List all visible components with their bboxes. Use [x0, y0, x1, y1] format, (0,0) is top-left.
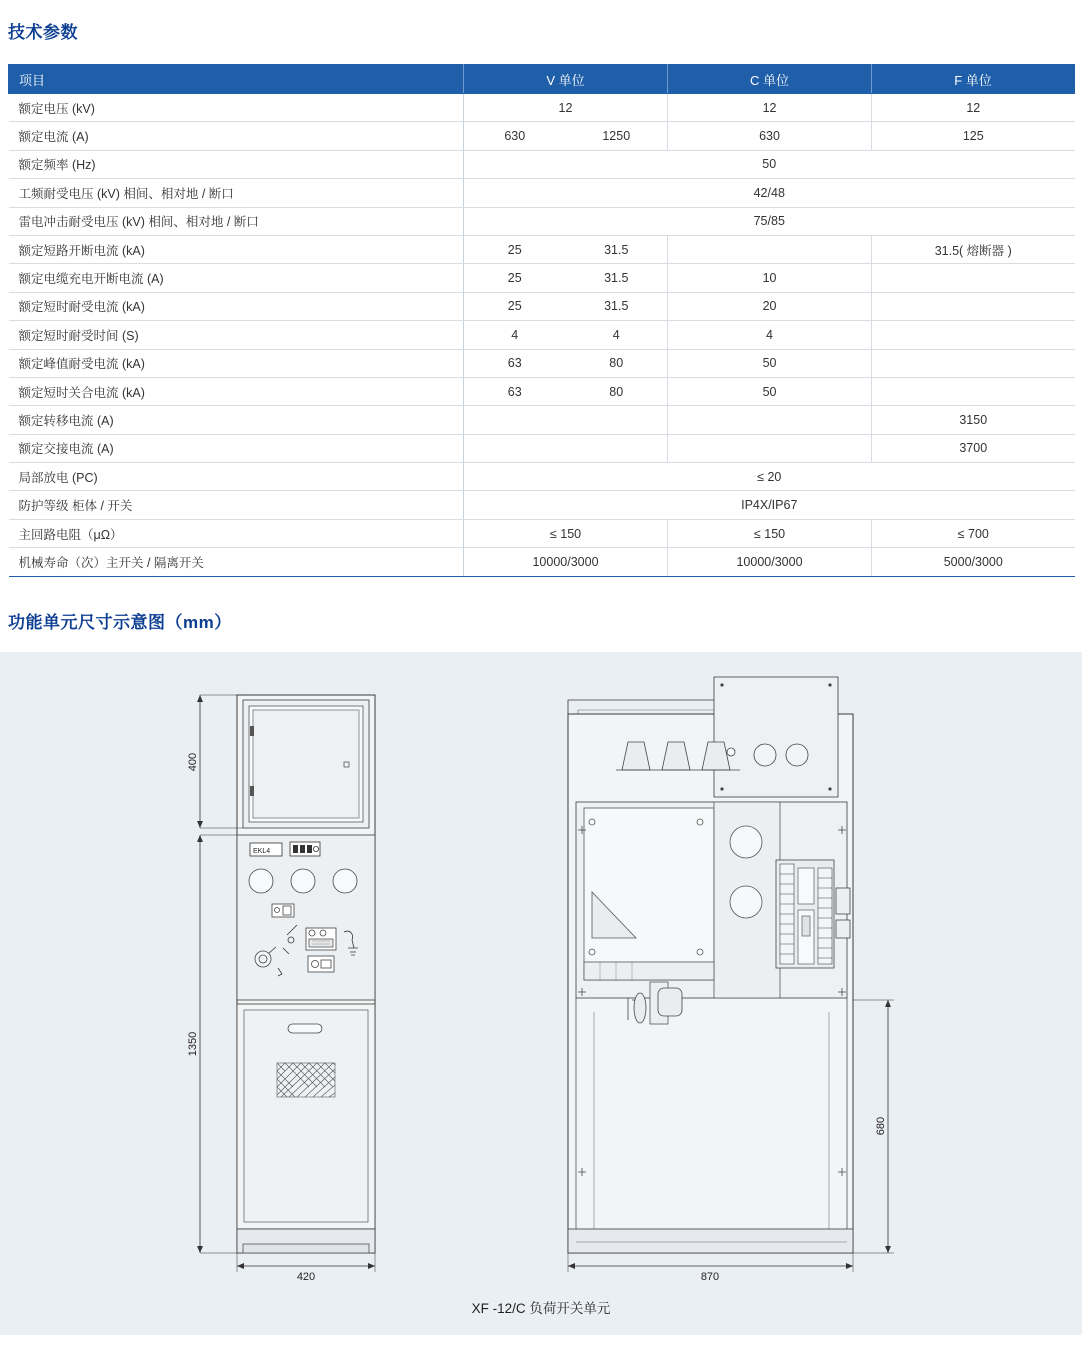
switchgear-drawing [0, 652, 1082, 1335]
cell-c: 10 [668, 264, 872, 292]
table-row [9, 179, 1075, 207]
cell-all: 50 [464, 150, 1075, 178]
row-label: 额定短时关合电流 (kA) [9, 377, 464, 405]
cell-c [668, 235, 872, 263]
cell-f: 125 [872, 122, 1075, 150]
cell-all: 42/48 [464, 179, 1075, 207]
cell-v1 [464, 406, 566, 434]
col-header-f: F 单位 [872, 65, 1075, 94]
dim-420: 420 [296, 1271, 316, 1283]
ekl4-label: EKL4 [253, 848, 271, 855]
table-row [9, 264, 1075, 292]
cell-v: ≤ 150 [464, 519, 668, 547]
cell-f: 5000/3000 [872, 548, 1075, 576]
cell-c: 50 [668, 349, 872, 377]
table-row [9, 94, 1075, 122]
table-header-row [9, 65, 1075, 94]
cell-c: 50 [668, 377, 872, 405]
row-label: 工频耐受电压 (kV) 相间、相对地 / 断口 [9, 179, 464, 207]
cell-f [872, 321, 1075, 349]
table-row [9, 122, 1075, 150]
table-row [9, 377, 1075, 405]
spec-table-wrap [8, 64, 1074, 577]
table-row [9, 207, 1075, 235]
cell-c: ≤ 150 [668, 519, 872, 547]
col-header-v: V 单位 [464, 65, 668, 94]
row-label: 额定电压 (kV) [9, 94, 464, 122]
cell-f: ≤ 700 [872, 519, 1075, 547]
cell-v1: 630 [464, 122, 566, 150]
cell-v1 [464, 434, 566, 462]
cell-all: ≤ 20 [464, 463, 1075, 491]
cell-v2: 31.5 [566, 264, 668, 292]
tech-parameters-title: 技术参数 [8, 23, 78, 42]
row-label: 额定短路开断电流 (kA) [9, 235, 464, 263]
cell-v2: 1250 [566, 122, 668, 150]
cell-f: 12 [872, 94, 1075, 122]
table-row [9, 235, 1075, 263]
cell-f [872, 264, 1075, 292]
row-label: 额定电缆充电开断电流 (A) [9, 264, 464, 292]
row-label: 防护等级 柜体 / 开关 [9, 491, 464, 519]
cell-v1: 4 [464, 321, 566, 349]
row-label: 额定转移电流 (A) [9, 406, 464, 434]
row-label: 额定峰值耐受电流 (kA) [9, 349, 464, 377]
cell-v2: 31.5 [566, 235, 668, 263]
col-header-c: C 单位 [668, 65, 872, 94]
cell-v2 [566, 406, 668, 434]
row-label: 额定频率 (Hz) [9, 150, 464, 178]
cell-c [668, 434, 872, 462]
table-row [9, 406, 1075, 434]
cell-v2: 80 [566, 349, 668, 377]
cell-c: 20 [668, 292, 872, 320]
table-row [9, 548, 1075, 576]
diagram-caption: XF -12/C 负荷开关单元 [471, 1301, 611, 1316]
row-label: 雷电冲击耐受电压 (kV) 相间、相对地 / 断口 [9, 207, 464, 235]
cell-c: 12 [668, 94, 872, 122]
row-label: 机械寿命（次）主开关 / 隔离开关 [9, 548, 464, 576]
spec-table [8, 64, 1075, 577]
cell-c: 630 [668, 122, 872, 150]
cell-f: 31.5( 熔断器 ) [872, 235, 1075, 263]
table-row [9, 292, 1075, 320]
cell-c: 10000/3000 [668, 548, 872, 576]
table-row [9, 434, 1075, 462]
row-label: 额定短时耐受时间 (S) [9, 321, 464, 349]
cell-v: 10000/3000 [464, 548, 668, 576]
row-label: 额定交接电流 (A) [9, 434, 464, 462]
cell-f: 3700 [872, 434, 1075, 462]
dim-1350: 1350 [187, 1031, 199, 1057]
dim-400: 400 [187, 752, 199, 772]
row-label: 局部放电 (PC) [9, 463, 464, 491]
cell-v2: 80 [566, 377, 668, 405]
table-row [9, 463, 1075, 491]
table-row [9, 321, 1075, 349]
col-header-item: 项目 [9, 65, 464, 94]
cell-f [872, 292, 1075, 320]
cell-v1: 25 [464, 235, 566, 263]
dim-870: 870 [700, 1271, 720, 1283]
cell-v1: 63 [464, 377, 566, 405]
dimension-diagram-panel [0, 652, 1082, 1335]
row-label: 额定电流 (A) [9, 122, 464, 150]
cell-c: 4 [668, 321, 872, 349]
cell-all: 75/85 [464, 207, 1075, 235]
cell-v2: 4 [566, 321, 668, 349]
table-row [9, 519, 1075, 547]
cell-f: 3150 [872, 406, 1075, 434]
cell-c [668, 406, 872, 434]
row-label: 主回路电阻（μΩ） [9, 519, 464, 547]
cell-f [872, 349, 1075, 377]
table-row [9, 491, 1075, 519]
cell-v1: 63 [464, 349, 566, 377]
cell-v1: 25 [464, 292, 566, 320]
cell-v1: 25 [464, 264, 566, 292]
cell-all: IP4X/IP67 [464, 491, 1075, 519]
dim-680: 680 [875, 1116, 887, 1136]
cell-v: 12 [464, 94, 668, 122]
cell-f [872, 377, 1075, 405]
cell-v2: 31.5 [566, 292, 668, 320]
dimension-diagram-title: 功能单元尺寸示意图（mm） [8, 613, 232, 632]
table-row [9, 150, 1075, 178]
cell-v2 [566, 434, 668, 462]
table-row [9, 349, 1075, 377]
row-label: 额定短时耐受电流 (kA) [9, 292, 464, 320]
